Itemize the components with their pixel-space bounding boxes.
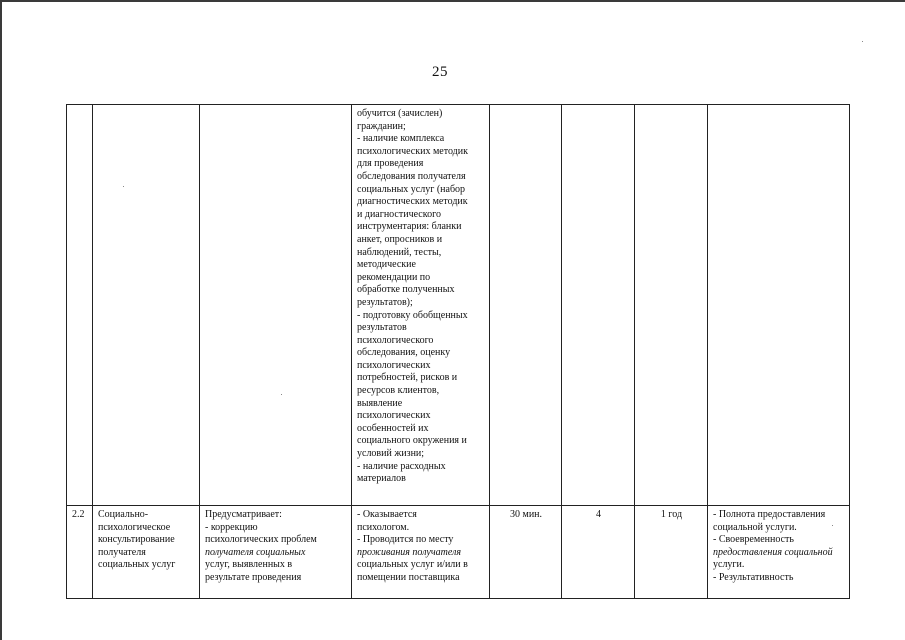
cell-service-description xyxy=(200,506,352,599)
conditions-line: материалов xyxy=(357,473,406,485)
cell-service-name xyxy=(93,506,200,599)
conditions-line: проживания получателя xyxy=(357,546,462,558)
cell-count: 4 xyxy=(562,506,635,599)
conditions-line: обработке полученных xyxy=(357,284,455,296)
cell-quality-indicators xyxy=(708,506,850,599)
cell-duration: 30 мин. xyxy=(490,506,562,599)
conditions-line: - наличие расходных xyxy=(357,460,446,472)
cell-period: 1 год xyxy=(635,506,708,599)
description-line: Предусматривает: xyxy=(205,509,282,520)
name-line: социальных услуг xyxy=(98,559,176,571)
description-line: - коррекцию xyxy=(205,521,258,533)
scan-edge-left xyxy=(0,0,2,640)
conditions-line: обследования, оценку xyxy=(357,347,451,359)
cell-service-conditions xyxy=(352,506,490,599)
conditions-line: психологических xyxy=(357,410,431,422)
quality-line: социальной услуги. xyxy=(713,521,797,533)
conditions-line: диагностических методик xyxy=(357,196,468,208)
description-line: услуг, выявленных в xyxy=(205,559,293,571)
name-line: получателя xyxy=(98,546,146,558)
conditions-line: - подготовку обобщенных xyxy=(357,309,468,321)
name-line: Социально- xyxy=(98,509,149,520)
cell-duration xyxy=(490,105,562,506)
conditions-line: особенностей их xyxy=(357,422,429,434)
conditions-line: социальных услуг и/или в xyxy=(357,559,468,571)
conditions-line: методические xyxy=(357,259,416,271)
conditions-line: психологических xyxy=(357,359,431,371)
page-number: 25 xyxy=(432,64,448,80)
conditions-line: - Оказывается xyxy=(357,509,417,520)
quality-line: предоставления социальной xyxy=(713,546,833,558)
cell-count xyxy=(562,105,635,506)
conditions-line: обучится (зачислен) xyxy=(357,108,443,119)
name-line: психологическое xyxy=(98,521,171,533)
quality-line: - Своевременность xyxy=(713,534,794,546)
scan-edge-top xyxy=(0,0,905,2)
cell-service-name xyxy=(93,105,200,506)
conditions-line: гражданин; xyxy=(357,120,406,132)
description-line: психологических проблем xyxy=(205,534,317,546)
name-line: консультирование xyxy=(98,534,175,546)
quality-line: - Полнота предоставления xyxy=(713,509,826,520)
conditions-line: рекомендации по xyxy=(357,271,431,283)
conditions-line: и диагностического xyxy=(357,208,441,220)
conditions-line: результатов xyxy=(357,322,407,334)
conditions-line: выявление xyxy=(357,397,403,409)
conditions-line: наблюдений, тесты, xyxy=(357,246,442,258)
description-line: получателя социальных xyxy=(205,546,306,558)
cell-service-conditions xyxy=(352,105,490,506)
table-row-continuation xyxy=(67,105,850,506)
cell-quality-indicators xyxy=(708,105,850,506)
conditions-line: для проведения xyxy=(357,158,424,170)
cell-number: 2.2 xyxy=(67,506,93,599)
services-table xyxy=(66,104,850,599)
conditions-line: психологических методик xyxy=(357,145,468,157)
table-row-service-2-2 xyxy=(67,506,850,599)
quality-line: услуги. xyxy=(713,559,745,571)
conditions-line: результатов); xyxy=(357,296,413,308)
scan-speck xyxy=(862,41,863,42)
conditions-line: социальных услуг (набор xyxy=(357,183,466,195)
cell-service-description xyxy=(200,105,352,506)
conditions-line: ресурсов клиентов, xyxy=(357,385,440,397)
conditions-line: условий жизни; xyxy=(357,448,425,460)
conditions-line: обследования получателя xyxy=(357,170,466,182)
conditions-line: - наличие комплекса xyxy=(357,133,445,145)
conditions-line: потребностей, рисков и xyxy=(357,372,458,384)
cell-period xyxy=(635,105,708,506)
quality-line: - Результативность xyxy=(713,571,794,583)
conditions-line: инструментария: бланки xyxy=(357,221,462,233)
conditions-line: помещении поставщика xyxy=(357,571,460,583)
conditions-line: - Проводится по месту xyxy=(357,534,454,546)
conditions-line: психологического xyxy=(357,334,434,346)
description-line: результате проведения xyxy=(205,571,302,583)
cell-number xyxy=(67,105,93,506)
conditions-line: психологом. xyxy=(357,521,410,533)
conditions-line: анкет, опросников и xyxy=(357,233,443,245)
conditions-line: социального окружения и xyxy=(357,435,467,447)
